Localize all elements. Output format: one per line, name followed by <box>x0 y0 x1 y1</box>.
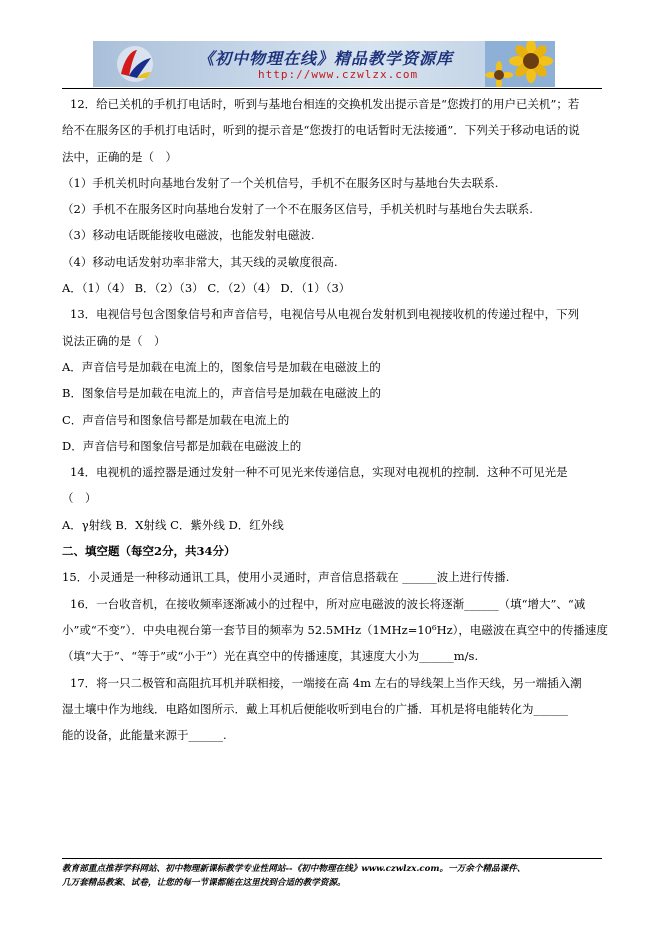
site-logo-icon <box>115 44 155 84</box>
q12-options: A．（1）（4） B．（2）（3） C．（2）（4） D．（1）（3） <box>62 281 351 296</box>
q12-line-2: 给不在服务区的手机打电话时，听到的提示音是“您拨打的电话暂时无法接通”．下列关于移动电话的说 <box>62 123 580 138</box>
section-heading: 二、填空题（每空2分，共34分） <box>62 544 236 559</box>
footer-rule <box>62 858 602 859</box>
q12-line-1: 12．给已关机的手机打电话时，听到与基地台相连的交换机发出提示音是“您拨打的用户已关机”；若 <box>70 97 580 111</box>
q12-statement-1: （1）手机关机时向基地台发射了一个关机信号，手机不在服务区时与基地台失去联系. <box>62 175 499 190</box>
q17-line-3: 能的设备，此能量来源于______. <box>62 728 227 743</box>
banner-url[interactable]: http://www.czwlzx.com <box>258 68 419 81</box>
footer <box>62 862 607 890</box>
q14-options: A．γ射线 B．X射线 C．紫外线 D．红外线 <box>62 517 284 532</box>
sunflower-icon <box>485 41 555 87</box>
q13-option-c: C．声音信号和图象信号都是加载在电流上的 <box>62 412 290 427</box>
q13-option-d: D．声音信号和图象信号都是加载在电磁波上的 <box>62 438 302 453</box>
banner-title: 《初中物理在线》精品教学资源库 <box>198 49 454 68</box>
q14-line-2: （ ） <box>62 491 97 506</box>
q17-line-2: 湿土壤中作为地线．电路如图所示．戴上耳机后便能收听到电台的广播．耳机是将电能转化为______ <box>62 701 568 716</box>
footer-line-1: 教育部重点推荐学科网站、初中物理新课标教学专业性网站--《初中物理在线》www.czwlzx.com。一万余个精品课件、 <box>62 864 526 874</box>
q16-line-2: 小”或“不变”）．中央电视台第一套节目的频率为 52.5MHz（1MHz=10⁶Hz），电磁波在真空中的传播速度 <box>62 622 608 637</box>
footer-line-2: 几万套精品教案、试卷，让您的每一节课都能在这里找到合适的教学资源。 <box>62 878 346 888</box>
question-content <box>62 91 608 748</box>
q12-statement-2: （2）手机不在服务区时向基地台发射了一个不在服务区信号，手机关机时与基地台失去联系. <box>62 202 533 217</box>
q12-statement-4: （4）移动电话发射功率非常大，其天线的灵敏度很高. <box>62 254 338 269</box>
q13-line-1: 13．电视信号包含图象信号和声音信号，电视信号从电视台发射机到电视接收机的传递过程中，下列 <box>70 307 580 322</box>
q13-option-b: B．图象信号是加载在电流上的，声音信号是加载在电磁波上的 <box>62 386 381 401</box>
q15-line-1: 15．小灵通是一种移动通讯工具，使用小灵通时，声音信息搭载在 ______波上进行传播. <box>62 570 510 585</box>
q16-line-1: 16．一台收音机，在接收频率逐渐减小的过程中，所对应电磁波的波长将逐渐______（填“增大”、“减 <box>70 596 586 611</box>
q13-option-a: A．声音信号是加载在电流上的，图象信号是加载在电磁波上的 <box>62 359 381 374</box>
q17-line-1: 17．将一只二极管和高阻抗耳机并联相接，一端接在高 4m 左右的导线架上当作天线，另一端插入潮 <box>70 675 582 690</box>
q14-line-1: 14．电视机的遥控器是通过发射一种不可见光来传递信息，实现对电视机的控制．这种不可见光是 <box>70 465 568 480</box>
header-rule <box>62 88 602 89</box>
q16-line-3: （填“大于”、“等于”或“小于”）光在真空中的传播速度，其速度大小为______m/s. <box>62 649 479 664</box>
q13-line-2: 说法正确的是（ ） <box>62 333 166 348</box>
q12-statement-3: （3）移动电话既能接收电磁波，也能发射电磁波. <box>62 228 315 243</box>
header-banner <box>93 41 555 87</box>
q12-line-3: 法中，正确的是（ ） <box>62 149 177 164</box>
